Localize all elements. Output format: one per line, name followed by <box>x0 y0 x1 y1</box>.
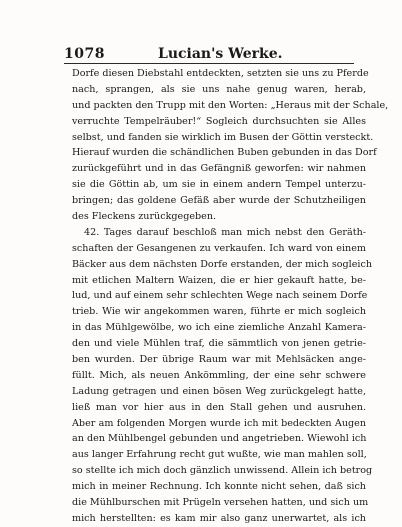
text-line: und packten den Trupp mit den Worten: „Heraus mit der Schale, <box>72 99 389 111</box>
page-number: 1078 <box>64 46 105 62</box>
text-line: mich in meiner Rechnung. Ich konnte nicht sehen, daß sich <box>72 481 366 493</box>
text-line: lud, und auf einem sehr schlechten Wege nach seinem Dorfe <box>72 290 368 302</box>
text-line: verruchte Tempelräuber!“ Sogleich durchsuchten sie Alles <box>72 115 366 127</box>
text-line: die Mühlburschen mit Prügeln versehen hatten, und sich um <box>72 497 369 509</box>
page-header <box>64 46 354 62</box>
text-line: bringen; das goldene Gefäß aber wurde der Schutzheiligen <box>72 195 366 207</box>
text-line: mit etlichen Maltern Waizen, die er hier gekauft hatte, be- <box>72 274 366 286</box>
text-line: Aber am folgenden Morgen wurde ich mit bedeckten Augen <box>72 417 366 429</box>
text-line: selbst, und fanden sie wirklich im Busen der Göttin versteckt. <box>72 131 374 143</box>
text-line: ließ man vor hier aus in den Stall gehen und ausruhen. <box>72 401 366 413</box>
paragraph-start-line: 42. Tages darauf beschloß man mich nebst den Geräth- <box>84 226 366 238</box>
text-line: so stellte ich mich doch gänzlich unwissend. Allein ich betrog <box>72 465 373 477</box>
text-line: des Fleckens zurückgegeben. <box>72 211 217 223</box>
text-line: Hierauf wurden die schändlichen Buben gebunden in das Dorf <box>72 147 377 159</box>
text-line: an den Mühlbengel gebunden und angetrieben. Wiewohl ich <box>72 433 367 445</box>
text-line: ben wurden. Der übrige Raum war mit Mehlsäcken ange- <box>72 354 366 366</box>
body-text <box>72 66 389 527</box>
header-rule <box>64 63 354 64</box>
text-line: mich herstellten: es kam mir also ganz unerwartet, als ich <box>72 512 366 524</box>
text-line: sie die Göttin ab, um sie in einem andern Tempel unterzu- <box>72 179 366 191</box>
text-line: füllt. Mich, als neuen Ankömmling, der eine sehr schwere <box>72 369 366 381</box>
text-line: zurückgeführt und in das Gefängniß geworfen: wir nahmen <box>72 163 366 175</box>
text-line: trieb. Wie wir angekommen waren, führte er mich sogleich <box>72 306 366 318</box>
text-line: Dorfe diesen Diebstahl entdeckten, setzten sie uns zu Pferde <box>72 68 369 79</box>
text-line: Ladung getragen und einen bösen Weg zurückgelegt hatte, <box>72 385 366 397</box>
text-line: den und viele Mühlen traf, die sämmtlich von jenen getrie- <box>72 338 366 350</box>
text-line: schaften der Gesangenen zu verkaufen. Ich ward von einem <box>72 242 366 254</box>
text-line: aus langer Erfahrung recht gut wußte, wie man mahlen soll, <box>72 449 367 461</box>
text-line: in das Mühlgewölbe, wo ich eine ziemliche Anzahl Kamera- <box>72 322 366 334</box>
text-line: nach, sprangen, als sie uns nahe genug waren, herab, <box>72 83 366 95</box>
running-head: Lucian's Werke. <box>158 46 283 62</box>
text-line: Bäcker aus dem nächsten Dorfe erstanden, der mich sogleich <box>72 258 373 270</box>
